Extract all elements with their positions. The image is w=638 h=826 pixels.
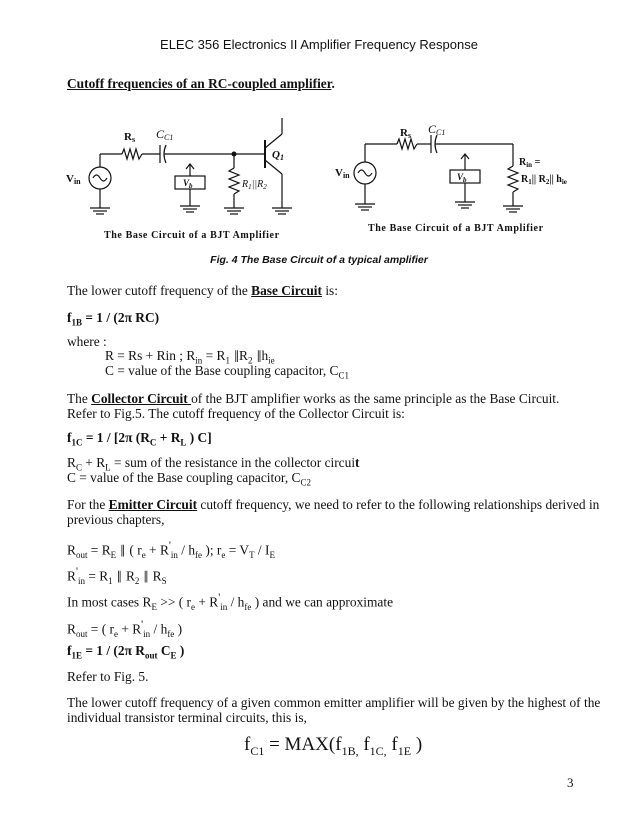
svg-text:Vb: $V_b$ <box>457 172 467 184</box>
formula-rin-prime: $R'_{in} = R_1$ ‖ $R_2$ ‖ $R_S$ <box>67 566 167 587</box>
section-title: Cutoff frequencies of an RC-coupled amplifier. <box>67 76 335 91</box>
paragraph-lower-cutoff: The lower cutoff frequency of a given common emitter amplifier will be given by the highest of the <box>67 695 601 710</box>
svg-text:CC1: CC1 <box>156 127 174 142</box>
left-base-circuit-diagram <box>60 118 305 230</box>
formula-f1b: $f_{1B} = 1 / (2\pi$ RC) <box>67 310 160 328</box>
formula-f1c: $f_{1C} = 1 / [2\pi$ ($R_C + R_L$ ) C] <box>67 430 212 448</box>
svg-text:R1||R2: $R_1||R_2$ <box>242 179 267 191</box>
svg-text:R1|| R2|| hie: $R_1||$ $R_2||$ $h_{ie}$ <box>521 174 567 186</box>
left-circuit-caption: The Base Circuit of a BJT Amplifier <box>104 230 280 241</box>
svg-text:Rin =: $R_{in}$ = <box>519 157 541 169</box>
def-cc2: C = value of the Base coupling capacitor, $C_{C2}$ <box>67 470 311 488</box>
paragraph-collector-circuit: The Collector Circuit of the BJT amplifier works as the same principle as the Base Circuit. <box>67 391 560 406</box>
paragraph-refer: Refer to Fig. 5. <box>67 669 149 684</box>
formula-rout-approx: $R_{out}$ = ( $r_e + R'_{in} / h_{fe}$ ) <box>67 619 183 640</box>
svg-text:Rs: Rs <box>124 131 136 144</box>
paragraph-base-circuit: The lower cutoff frequency of the Base Circuit is: <box>67 283 338 298</box>
where-line-r: R = Rs + Rin ; $R_{in} = R_1$ $‖R_2$ $‖h_{ie}$ <box>105 347 275 366</box>
svg-text:CC1: CC1 <box>428 122 446 137</box>
figure-caption: Fig. 4 The Base Circuit of a typical amplifier <box>210 254 428 266</box>
def-rc-rl: $R_C + R_L$ = sum of the resistance in the collector circuit <box>67 455 360 473</box>
paragraph-terminal-circuits: individual transistor terminal circuits, this is, <box>67 710 307 725</box>
formula-fc1-max: $f_{C1} = MAX(f_{1B,}$ $f_{1C,}$ $f_{1E}$ ) <box>244 734 423 758</box>
paragraph-previous-chapters: previous chapters, <box>67 512 165 527</box>
right-circuit-caption: The Base Circuit of a BJT Amplifier <box>368 223 544 234</box>
paragraph-refer-fig5: Refer to Fig.5. The cutoff frequency of the Collector Circuit is: <box>67 406 405 421</box>
formula-f1e: $f_{1E} = 1 / (2\pi$ $R_{out}$ $C_E$ ) <box>67 643 185 661</box>
svg-text:Q1: Q1 <box>272 149 284 162</box>
formula-rout: $R_{out} = R_E$ ‖ ( $r_e + R'_{in} / h_{fe}$ ); $r_e = V_T / I_E$ <box>67 540 275 561</box>
page-number: 3 <box>567 775 574 790</box>
paragraph-emitter-circuit: For the Emitter Circuit cutoff frequency, we need to refer to the following relationships derived in <box>67 497 600 512</box>
page-header: ELEC 356 Electronics II Amplifier Frequency Response <box>160 37 478 52</box>
svg-text:Rs: Rs <box>400 127 412 140</box>
svg-text:Vin: Vin <box>66 173 81 186</box>
where-line-c: C = value of the Base coupling capacitor, $C_{C1}$ <box>105 363 349 381</box>
where-label: where : <box>67 334 107 349</box>
svg-text:Vb: $V_b$ <box>183 178 193 190</box>
paragraph-most-cases: In most cases $R_E$ >> ( $r_e + R'_{in} / h_{fe}$ ) and we can approximate <box>67 592 394 613</box>
svg-text:Vin: Vin <box>335 167 350 180</box>
right-base-circuit-diagram <box>335 118 575 223</box>
